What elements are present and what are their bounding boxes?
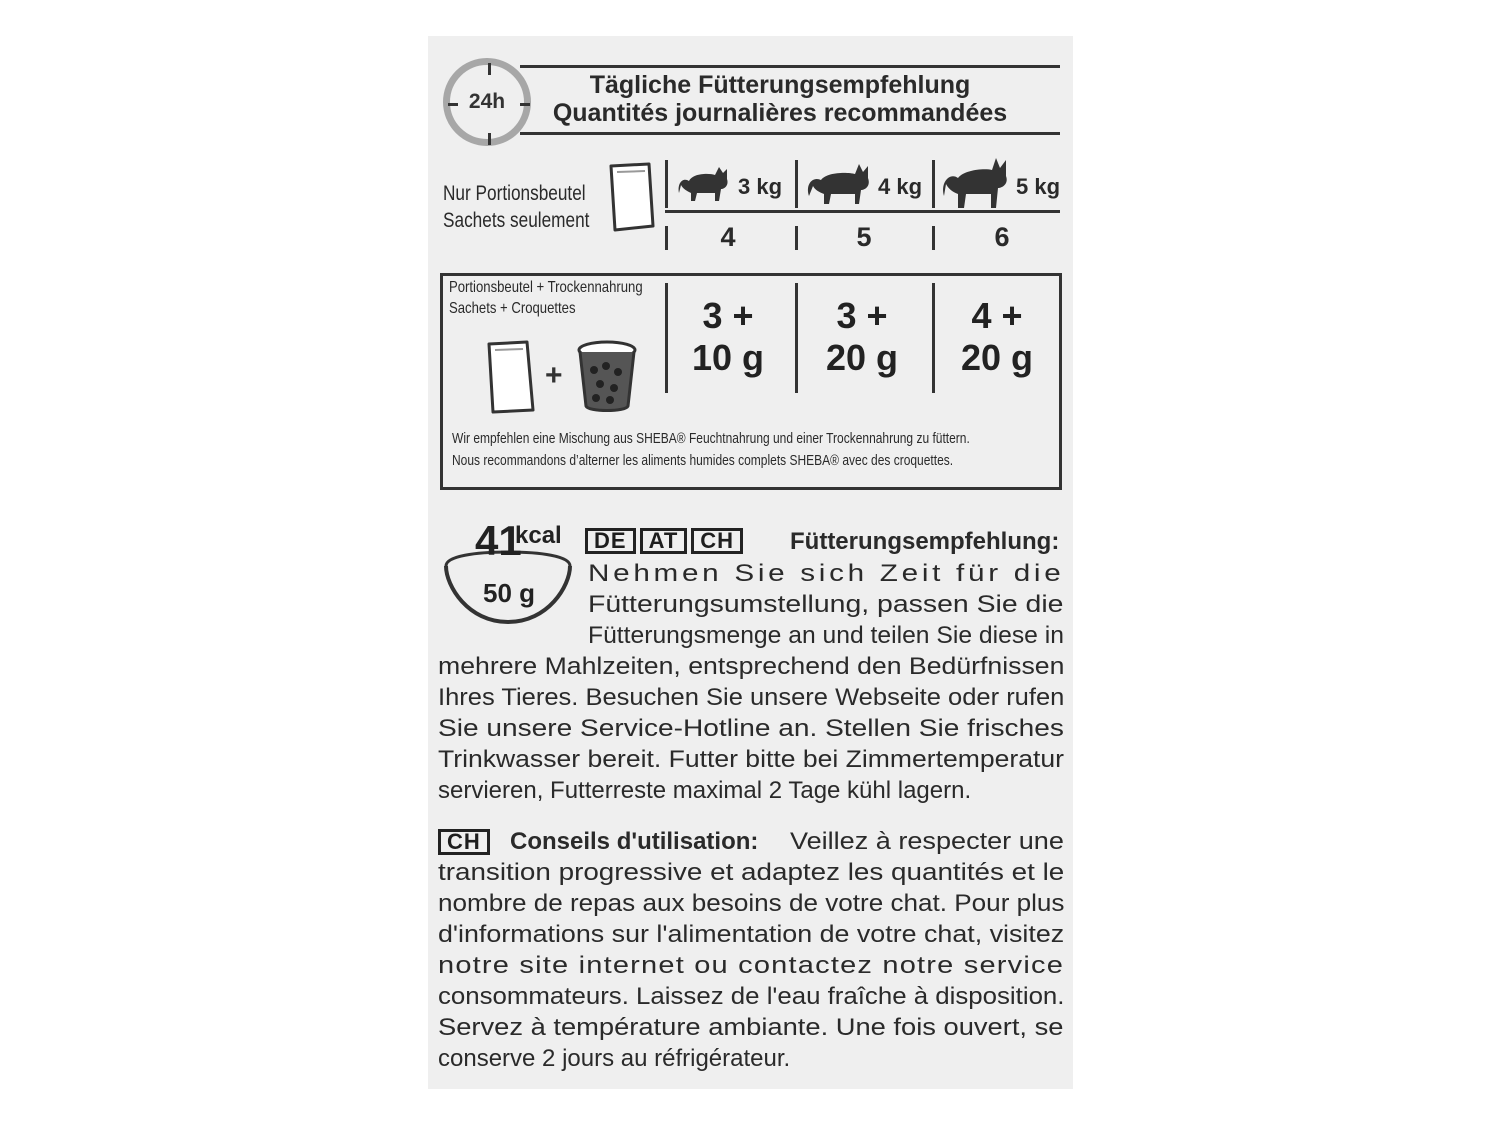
pouch-icon: [603, 160, 659, 232]
mix-pouches-large: 4 +: [971, 295, 1023, 336]
pouch-only-label-de: Nur Portionsbeutel: [443, 182, 586, 205]
de-line: Fütterungsumstellung, passen Sie die: [588, 591, 1064, 618]
fr-line: Veillez à respecter une: [790, 828, 1064, 855]
portion-weight: 50 g: [483, 578, 536, 608]
tag-de: DE: [585, 528, 636, 554]
pouch-qty-medium: 5: [856, 222, 872, 252]
mix-dry-small: 10 g: [691, 337, 765, 378]
fr-line: nombre de repas aux besoins de votre chat. Pour plus: [438, 890, 1065, 917]
de-line: Nehmen Sie sich Zeit für die: [588, 560, 1065, 587]
dry-food-bowl-icon: [576, 340, 638, 414]
cat-small-icon: [675, 163, 735, 205]
mixed-label-fr: Sachets + Croquettes: [449, 300, 576, 317]
fr-line: consommateurs. Laissez de l'eau fraîche à disposition.: [438, 983, 1065, 1010]
pouch-icon: [483, 338, 539, 416]
divider: [665, 160, 668, 208]
tag-ch: CH: [438, 829, 490, 855]
de-line: Fütterungsmenge an und teilen Sie diese in: [588, 622, 1064, 649]
fr-line: conserve 2 jours au réfrigérateur.: [438, 1045, 791, 1072]
divider: [795, 226, 798, 250]
mix-pouches-medium: 3 +: [836, 295, 888, 336]
divider: [932, 226, 935, 250]
fr-heading: Conseils d'utilisation:: [510, 828, 759, 855]
mix-dry-medium: 20 g: [825, 337, 899, 378]
fr-line: notre site internet ou contactez notre service: [438, 952, 1065, 979]
de-line: Trinkwasser bereit. Futter bitte bei Zimmertemperatur: [438, 746, 1064, 773]
header-rule-top: [520, 65, 1060, 68]
divider: [795, 160, 798, 208]
kcal-value: 41: [475, 517, 522, 564]
de-line: Ihres Tieres. Besuchen Sie unsere Webseite oder rufen: [438, 684, 1065, 711]
de-line: servieren, Futterreste maximal 2 Tage kühl lagern.: [438, 777, 972, 804]
kcal-unit: kcal: [515, 522, 562, 549]
plus-sign: +: [545, 359, 563, 392]
de-line: mehrere Mahlzeiten, entsprechend den Bedürfnissen: [438, 653, 1065, 680]
tag-at: AT: [640, 528, 688, 554]
weight-large: 5 kg: [1016, 174, 1061, 199]
fr-line: Servez à température ambiante. Une fois ouvert, se: [438, 1014, 1064, 1041]
weight-small: 3 kg: [738, 174, 783, 199]
fr-line: transition progressive et adaptez les quantités et le: [438, 859, 1065, 886]
clock-label: 24h: [468, 90, 506, 113]
divider: [665, 226, 668, 250]
cat-medium-icon: [805, 160, 877, 208]
de-heading: Fütterungsempfehlung:: [790, 528, 1060, 555]
mixed-note-de: Wir empfehlen eine Mischung aus SHEBA® Feuchtnahrung und einer Trockennahrung zu füttern.: [452, 430, 970, 447]
de-line: Sie unsere Service-Hotline an. Stellen Sie frisches: [438, 715, 1064, 742]
tag-ch: CH: [691, 528, 743, 554]
fr-line: d'informations sur l'alimentation de votre chat, visitez: [438, 921, 1065, 948]
mix-dry-large: 20 g: [960, 337, 1034, 378]
header-rule-bottom: [520, 132, 1060, 135]
title-de: Tägliche Fütterungsempfehlung: [589, 71, 971, 99]
pouch-qty-small: 4: [720, 222, 736, 252]
pouch-qty-large: 6: [994, 222, 1010, 252]
mix-pouches-small: 3 +: [702, 295, 754, 336]
divider: [932, 283, 935, 393]
country-tags: [585, 528, 747, 554]
title-fr: Quantités journalières recommandées: [552, 99, 1008, 127]
clock-24h-icon: [443, 58, 531, 146]
cat-large-icon: [940, 156, 1012, 212]
pouch-only-label-fr: Sachets seulement: [443, 209, 590, 232]
mixed-note-fr: Nous recommandons d’alterner les aliments humides complets SHEBA® avec des croquettes.: [452, 452, 954, 469]
divider: [932, 160, 935, 208]
weight-medium: 4 kg: [878, 174, 923, 199]
divider: [795, 283, 798, 393]
mixed-label-de: Portionsbeutel + Trockennahrung: [449, 279, 643, 296]
